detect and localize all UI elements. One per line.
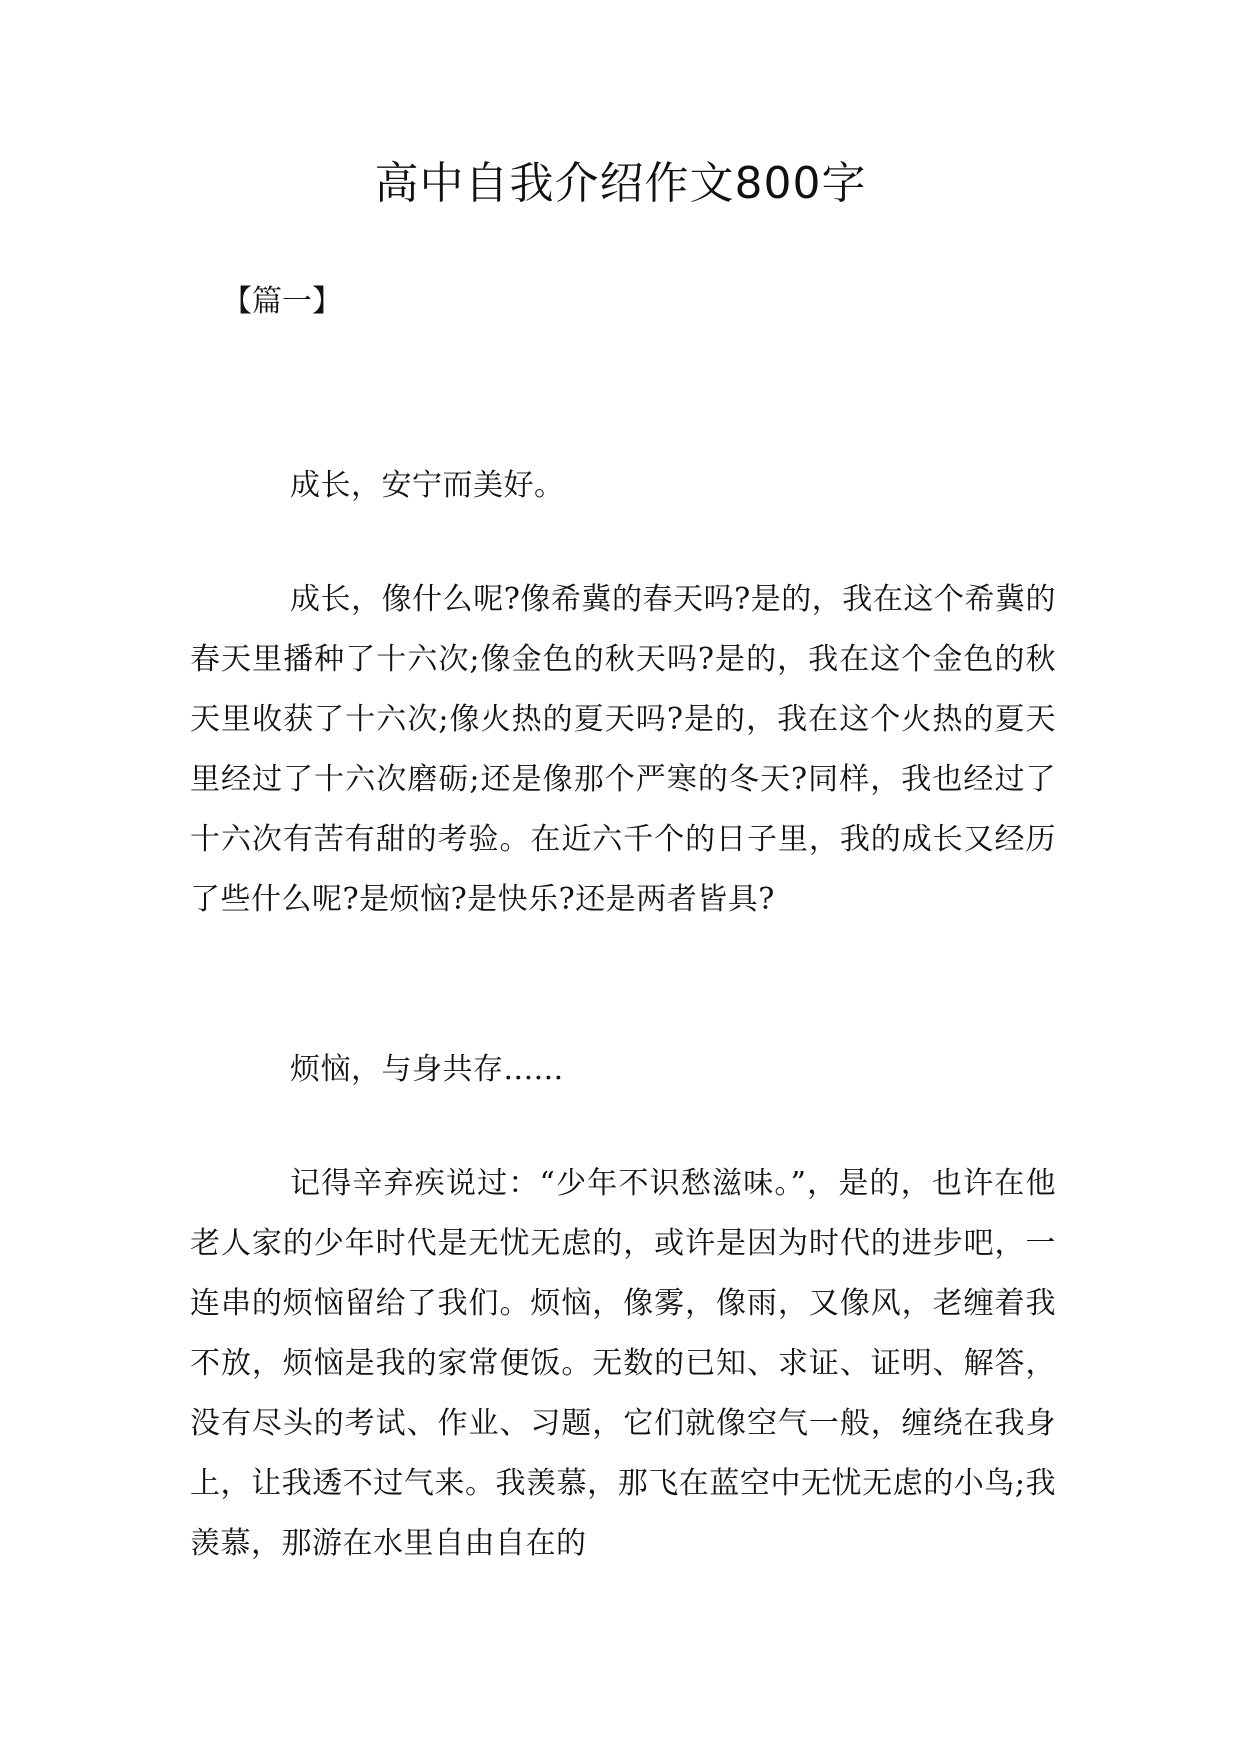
paragraph-2: 成长，像什么呢?像希冀的春天吗?是的，我在这个希冀的春天里播种了十六次;像金色的秋天吗?是的，我在这个金色的秋天里收获了十六次;像火热的夏天吗?是的，我在这个火热的夏天里经过了十六次磨砺;还是像那个严寒的冬天?同样，我也经过了十六次有苦有甜的考验。在近六千个的日子里，我的成长又经历了些什么呢?是烦恼?是快乐?还是两者皆具?	[190, 582, 1056, 917]
document-title: 高中自我介绍作文800字	[374, 158, 867, 209]
paragraph-4: 记得辛弃疾说过：“少年不识愁滋味。”，是的，也许在他老人家的少年时代是无忧无虑的，或许是因为时代的进步吧，一连串的烦恼留给了我们。烦恼，像雾，像雨，又像风，老缠着我不放，烦恼是我的家常便饭。无数的已知、求证、证明、解答，没有尽头的考试、作业、习题，它们就像空气一般，缠绕在我身上，让我透不过气来。我羡慕，那飞在蓝空中无忧无虑的小鸟;我羡慕，那游在水里自由自在的	[190, 1166, 1056, 1561]
paragraph-1: 成长，安宁而美好。	[290, 468, 565, 503]
paragraph-3: 烦恼，与身共存......	[290, 1052, 564, 1087]
section-label: 【篇一】	[222, 284, 342, 319]
